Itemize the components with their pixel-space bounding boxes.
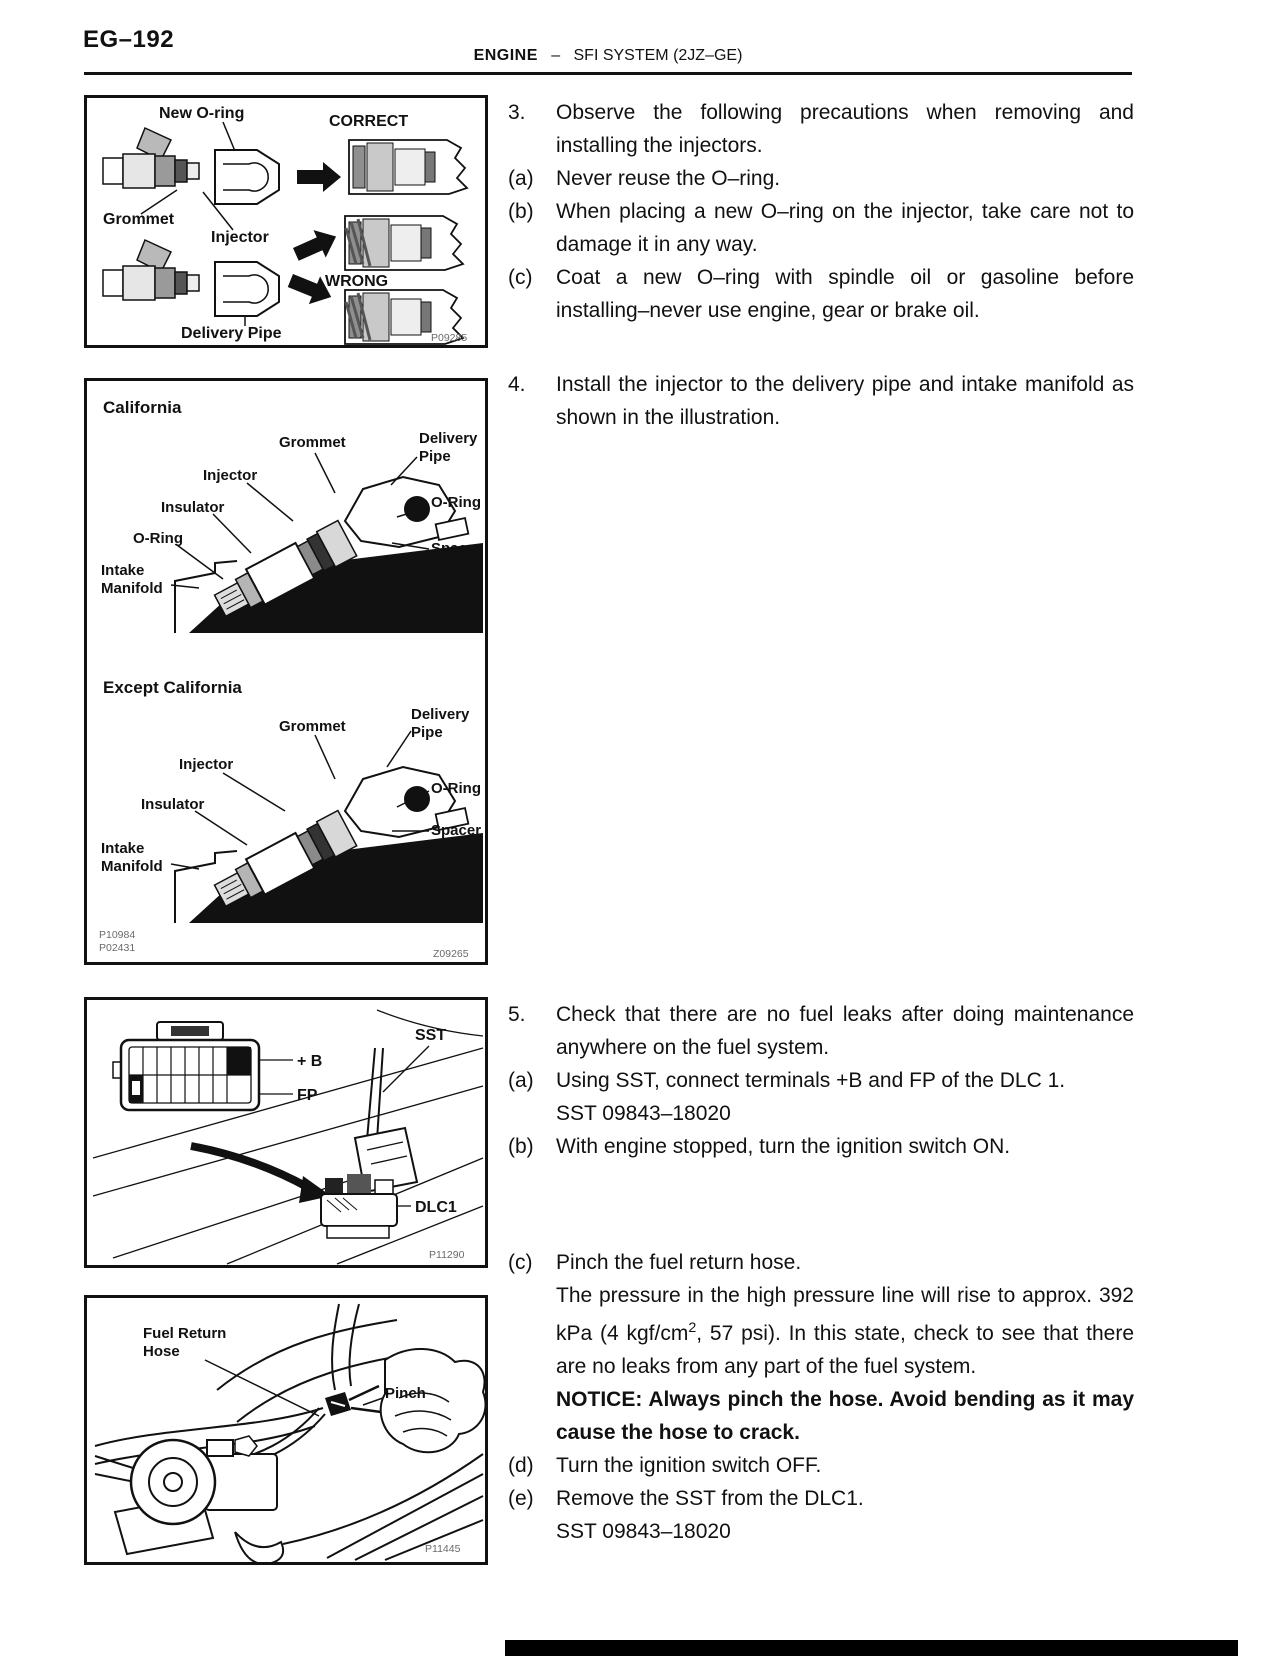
item-d-text: Turn the ignition switch OFF. [556,1454,822,1477]
fig1-label-wrong: WRONG [325,273,389,290]
header-subsection: SFI SYSTEM (2JZ–GE) [573,47,743,64]
instruction-block-4 [508,368,1134,434]
instruction-block-5 [508,998,1134,1163]
fig4-label-hose: Hose [143,1343,180,1360]
item-e-sst: SST 09843–18020 [556,1520,731,1543]
item-3a-marker: (a) [508,167,534,190]
fig1-label-grommet: Grommet [103,211,175,228]
fig3-label-fp: FP [297,1087,318,1104]
item-e-marker: (e) [508,1487,534,1510]
fig1-arrow-correct [297,162,341,192]
header-spacer2 [560,47,573,64]
fig2-ca-delivery1: Delivery [419,430,478,447]
fig2-ex-intake2: Manifold [101,858,163,875]
item-3c-text: Coat a new O–ring with spindle oil or gasoline before installing–never use engine, gear or brake oil. [556,266,1134,322]
fig2-ex-insulator: Insulator [141,796,205,813]
instruction-item-c [508,1246,1134,1449]
item-5b-marker: (b) [508,1135,534,1158]
instruction-item-3 [508,96,1134,162]
fig1-label-delivery-pipe: Delivery Pipe [181,325,282,342]
fig3-bold-arrow [191,1146,331,1203]
instruction-block-cde [508,1246,1134,1548]
fig1-code: P09285 [431,332,468,344]
item-c-pressure-pre: The pressure in the high pressure line will rise to approx. 392 kPa (4 kgf/cm [556,1284,1134,1345]
item-5a-marker: (a) [508,1069,534,1092]
page-header [84,47,1132,65]
fig2-ca-intake1: Intake [101,562,145,579]
fig2-heading-california: California [103,398,182,417]
fig2-code2: P02431 [99,942,136,954]
fig1-arrow-wrong-up [290,223,342,268]
item-c-notice: NOTICE: Always pinch the hose. Avoid bending as it may cause the hose to crack. [556,1388,1134,1444]
fig3-dlc1-connector [321,1174,397,1238]
fig3-code: P11290 [429,1249,465,1261]
fig2-ca-grommet: Grommet [279,434,346,451]
header-section: ENGINE [473,47,538,64]
page-code: EG–192 [83,26,175,53]
instruction-item-4 [508,368,1134,434]
fig3-label-sst: SST [415,1027,447,1044]
fig1-label-correct: CORRECT [329,113,409,130]
instruction-item-e [508,1482,1134,1548]
figure-fuel-return-hose [84,1295,488,1565]
item-5b-text: With engine stopped, turn the ignition switch ON. [556,1135,1011,1158]
fig3-label-dlc1: DLC1 [415,1199,457,1216]
instruction-item-3a [508,162,1134,195]
item-5-text: Check that there are no fuel leaks after doing maintenance anywhere on the fuel system. [556,1003,1134,1059]
fig1-label-new-oring: New O-ring [159,105,245,122]
item-c-pressure-post: , 57 psi). In this state, check to see that there are no leaks from any part of the fuel system. [556,1322,1134,1378]
instruction-item-5a [508,1064,1134,1130]
fig2-ex-injector: Injector [179,756,234,773]
item-3b-text: When placing a new O–ring on the injector, take care not to damage it in any way. [556,200,1134,256]
fig4-label-pinch: Pinch [385,1385,426,1402]
item-c-line1: Pinch the fuel return hose. [556,1251,802,1274]
fig1-label-injector: Injector [211,229,269,246]
fig2-ex-delivery2: Pipe [411,724,443,741]
fig1-cross-section-wrong1 [345,216,463,270]
item-3c-marker: (c) [508,266,533,289]
instruction-item-3c [508,261,1134,327]
item-5a-text [556,1064,1134,1130]
fig2-ca-intake2: Manifold [101,580,163,597]
fig1-injector-top [103,128,279,204]
fig3-label-plus-b: + B [297,1053,323,1070]
instruction-item-d [508,1449,1134,1482]
fig2-ex-oring: O-Ring [431,780,481,797]
item-c-text [556,1246,1134,1449]
instruction-item-5b [508,1130,1134,1163]
header-dash: – [551,47,561,64]
instruction-item-5 [508,998,1134,1064]
fig4-code: P11445 [425,1543,461,1555]
fig3-check-connector [113,1022,259,1110]
figure-oring-correct-wrong-drawing [87,98,485,345]
header-spacer [538,47,551,64]
item-3-text: Observe the following precautions when removing and installing the injectors. [556,101,1134,157]
item-e-line: Remove the SST from the DLC1. [556,1487,864,1510]
scan-artifact-bar [505,1640,1238,1656]
fig1-injector-bottom [103,240,279,316]
instruction-block-3 [508,96,1134,327]
item-4-text: Install the injector to the delivery pipe and intake manifold as shown in the illustration. [556,373,1134,429]
figure-fuel-return-hose-drawing [87,1298,485,1562]
fig2-ca-oring-left: O-Ring [133,530,183,547]
fig2-ex-intake1: Intake [101,840,145,857]
item-4-number: 4. [508,373,526,396]
header-rule [84,72,1132,75]
item-3-number: 3. [508,101,526,124]
item-c-superscript: 2 [688,1320,697,1336]
figure-sst-dlc1-drawing [87,1000,485,1265]
fig1-cross-section-correct [349,140,467,194]
figure-injector-installation-drawing [87,381,485,962]
item-c-marker: (c) [508,1251,533,1274]
fig2-ca-spacer: Spacer [431,540,482,557]
fig2-code3: Z09265 [433,948,469,960]
figure-oring-correct-wrong [84,95,488,348]
instruction-item-3b [508,195,1134,261]
fig2-ex-grommet: Grommet [279,718,346,735]
figure-sst-dlc1 [84,997,488,1268]
item-3a-text: Never reuse the O–ring. [556,167,781,190]
item-e-text [556,1482,1134,1548]
fig2-ex-delivery1: Delivery [411,706,470,723]
item-3b-marker: (b) [508,200,534,223]
fig2-heading-except: Except California [103,678,242,697]
item-c-pressure [556,1279,1134,1383]
item-5-number: 5. [508,1003,526,1026]
fig2-ca-injector: Injector [203,467,258,484]
item-d-marker: (d) [508,1454,534,1477]
item-5a-sst: SST 09843–18020 [556,1102,731,1125]
fig2-ca-delivery2: Pipe [419,448,451,465]
fig2-ca-oring-right: O-Ring [431,494,481,511]
item-5a-line: Using SST, connect terminals +B and FP of the DLC 1. [556,1069,1066,1092]
fig2-code1: P10984 [99,929,136,941]
fig2-ca-insulator: Insulator [161,499,225,516]
fig4-label-fuel-return: Fuel Return [143,1325,227,1342]
fig4-fuel-filter [95,1436,283,1562]
figure-injector-installation [84,378,488,965]
fig2-ex-spacer: Spacer [431,822,482,839]
